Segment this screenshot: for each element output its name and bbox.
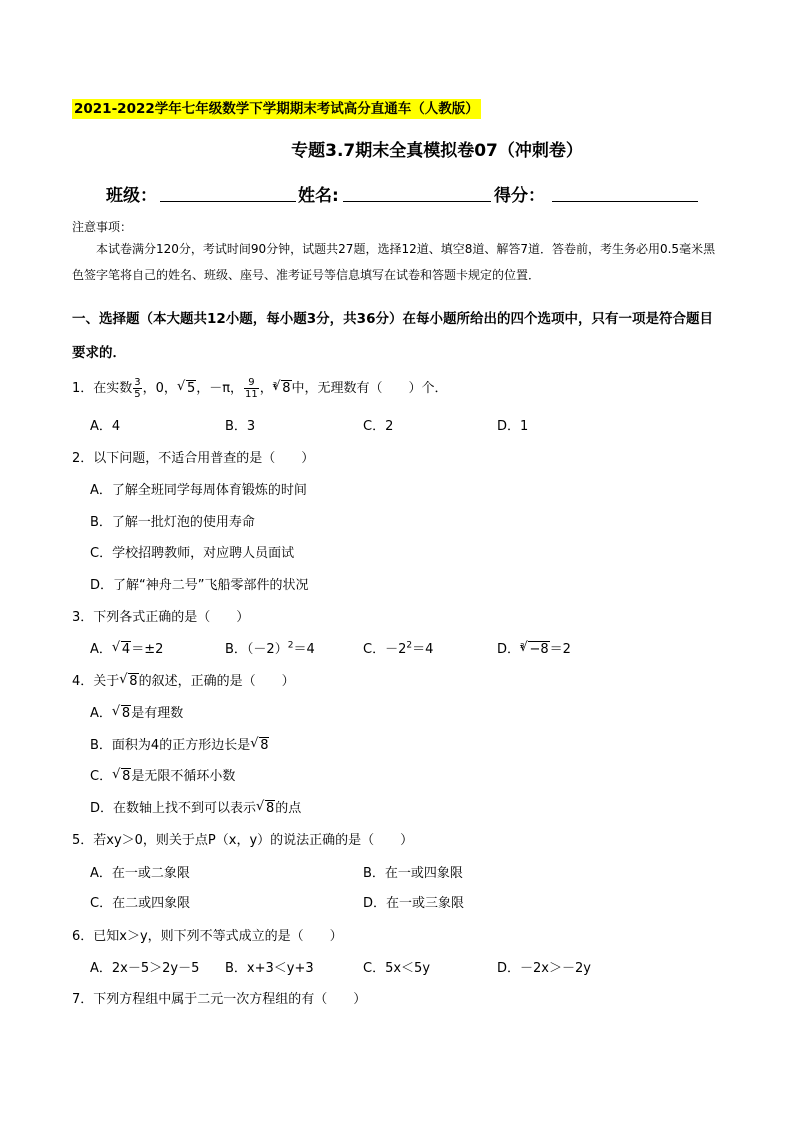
option-text: 是有理数 [131, 706, 184, 721]
sqrt-8 [112, 706, 131, 721]
notice-body: 本试卷满分120分，考试时间90分钟，试题共27题，选择12道、填空8道、解答7道．答卷前，考生务必用0.5毫米黑色签字笔将自己的姓名、班级、座号、准考证号等信息填写在试卷和答题卡规定的位置． [72, 242, 716, 282]
radicand: 4 [121, 642, 131, 657]
radicand: 8 [282, 381, 291, 396]
q6-option-b[interactable]: B．x+3＜y+3 [225, 961, 314, 976]
sqrt-8 [250, 738, 269, 753]
name-blank[interactable] [343, 201, 491, 202]
q1-text: ，－π， [196, 381, 244, 396]
radicand: 8 [121, 706, 131, 721]
q1-text: ， [259, 381, 273, 396]
q6-option-c[interactable]: C．5x＜5y [363, 961, 431, 976]
q4-stem-start: 4．关于 [72, 674, 120, 689]
option-text: ＝2 [549, 642, 571, 657]
option-letter: A． [90, 706, 112, 721]
q4-option-d[interactable] [90, 797, 301, 816]
fraction-numerator: 3 [134, 377, 141, 388]
root-index: 3 [272, 380, 278, 389]
option-text: B．面积为4的正方形边长是 [90, 738, 251, 753]
q5-option-d[interactable]: D．在一或三象限 [363, 896, 465, 911]
section-heading: 一、选择题（本大题共12小题，每小题3分，共36分）在每小题所给出的四个选项中，只有一项是符合题目要求的． [72, 311, 713, 361]
fraction-denominator: 5 [134, 389, 141, 400]
q6-option-a[interactable]: A．2x－5＞2y－5 [90, 961, 200, 976]
q5-option-a[interactable]: A．在一或二象限 [90, 866, 190, 881]
option-text: ＝4 [293, 642, 315, 657]
option-text: B．（－2） [225, 642, 288, 657]
option-text: D．在数轴上找不到可以表示 [90, 801, 257, 816]
q2-option-d[interactable]: D．了解“神舟二号”飞船零部件的状况 [90, 578, 309, 593]
radicand: 8 [122, 769, 131, 784]
q3-option-a[interactable] [90, 638, 163, 657]
sqrt-8 [119, 674, 138, 689]
option-text: ＝4 [412, 642, 434, 657]
cube-root-8 [272, 381, 291, 396]
option-text: ＝±2 [131, 642, 164, 657]
fraction-numerator: 9 [244, 377, 259, 389]
radicand: 8 [260, 738, 269, 753]
radicand: 8 [266, 801, 275, 816]
radicand: 5 [186, 381, 196, 396]
q1-stem-start: 1．在实数 [72, 381, 133, 396]
sqrt-4 [112, 642, 131, 657]
sqrt-8 [256, 801, 275, 816]
page-title: 专题3.7期末全真模拟卷07（冲刺卷） [291, 141, 583, 161]
q1-option-b[interactable]: B．3 [225, 419, 256, 434]
radicand: −8 [529, 642, 549, 657]
q1-stem-end: 中，无理数有（ ）个． [291, 381, 448, 396]
cube-root-neg8 [519, 642, 549, 657]
class-blank[interactable] [160, 201, 296, 202]
name-label: 姓名: [298, 186, 339, 206]
q3-option-b[interactable] [225, 638, 315, 657]
question-6: 6．已知x＞y，则下列不等式成立的是（ ） [72, 929, 343, 944]
q4-option-a[interactable] [90, 702, 183, 721]
radicand: 8 [129, 674, 138, 689]
exponent: 2 [287, 640, 294, 651]
q4-option-c[interactable] [90, 765, 235, 784]
q2-option-c[interactable]: C．学校招聘教师，对应聘人员面试 [90, 546, 295, 561]
question-2: 2．以下问题，不适合用普查的是（ ） [72, 451, 315, 466]
series-banner: 2021-2022学年七年级数学下学期期末考试高分直通车（人教版） [74, 101, 479, 117]
option-text: 的点 [275, 801, 302, 816]
root-index: 3 [520, 641, 525, 650]
question-5: 5．若xy＞0，则关于点P（x，y）的说法正确的是（ ） [72, 833, 414, 848]
q2-option-a[interactable]: A．了解全班同学每周体育锻炼的时间 [90, 483, 307, 498]
notice-heading: 注意事项： [72, 220, 133, 234]
fraction-3-5 [133, 377, 141, 400]
class-label: 班级： [106, 186, 157, 206]
fraction-denominator: 11 [245, 389, 258, 400]
q1-option-c[interactable]: C．2 [363, 419, 394, 434]
question-1 [72, 377, 448, 400]
q4-stem-end: 的叙述，正确的是（ ） [138, 674, 295, 689]
fraction-9-11 [244, 377, 259, 400]
question-3: 3．下列各式正确的是（ ） [72, 610, 250, 625]
q3-option-d[interactable] [497, 638, 571, 657]
q1-text: ，0， [142, 381, 177, 396]
option-text: C．－2 [363, 642, 407, 657]
q5-option-b[interactable]: B．在一或四象限 [363, 866, 463, 881]
q3-option-c[interactable] [363, 638, 433, 657]
exponent: 2 [406, 640, 413, 651]
sqrt-8 [112, 769, 131, 784]
score-label: 得分： [494, 186, 545, 206]
q2-option-b[interactable]: B．了解一批灯泡的使用寿命 [90, 515, 255, 530]
option-letter: D． [497, 642, 521, 657]
q6-option-d[interactable]: D．－2x＞－2y [497, 961, 591, 976]
option-letter: A． [90, 642, 112, 657]
q4-option-b[interactable] [90, 734, 269, 753]
q1-option-a[interactable]: A．4 [90, 419, 121, 434]
question-4 [72, 670, 295, 689]
score-blank[interactable] [552, 201, 698, 202]
option-letter: C． [90, 769, 113, 784]
q1-option-d[interactable]: D．1 [497, 419, 529, 434]
q5-option-c[interactable]: C．在二或四象限 [90, 896, 191, 911]
option-text: 是无限不循环小数 [131, 769, 236, 784]
question-7: 7．下列方程组中属于二元一次方程组的有（ ） [72, 992, 367, 1007]
sqrt-5 [177, 381, 196, 396]
